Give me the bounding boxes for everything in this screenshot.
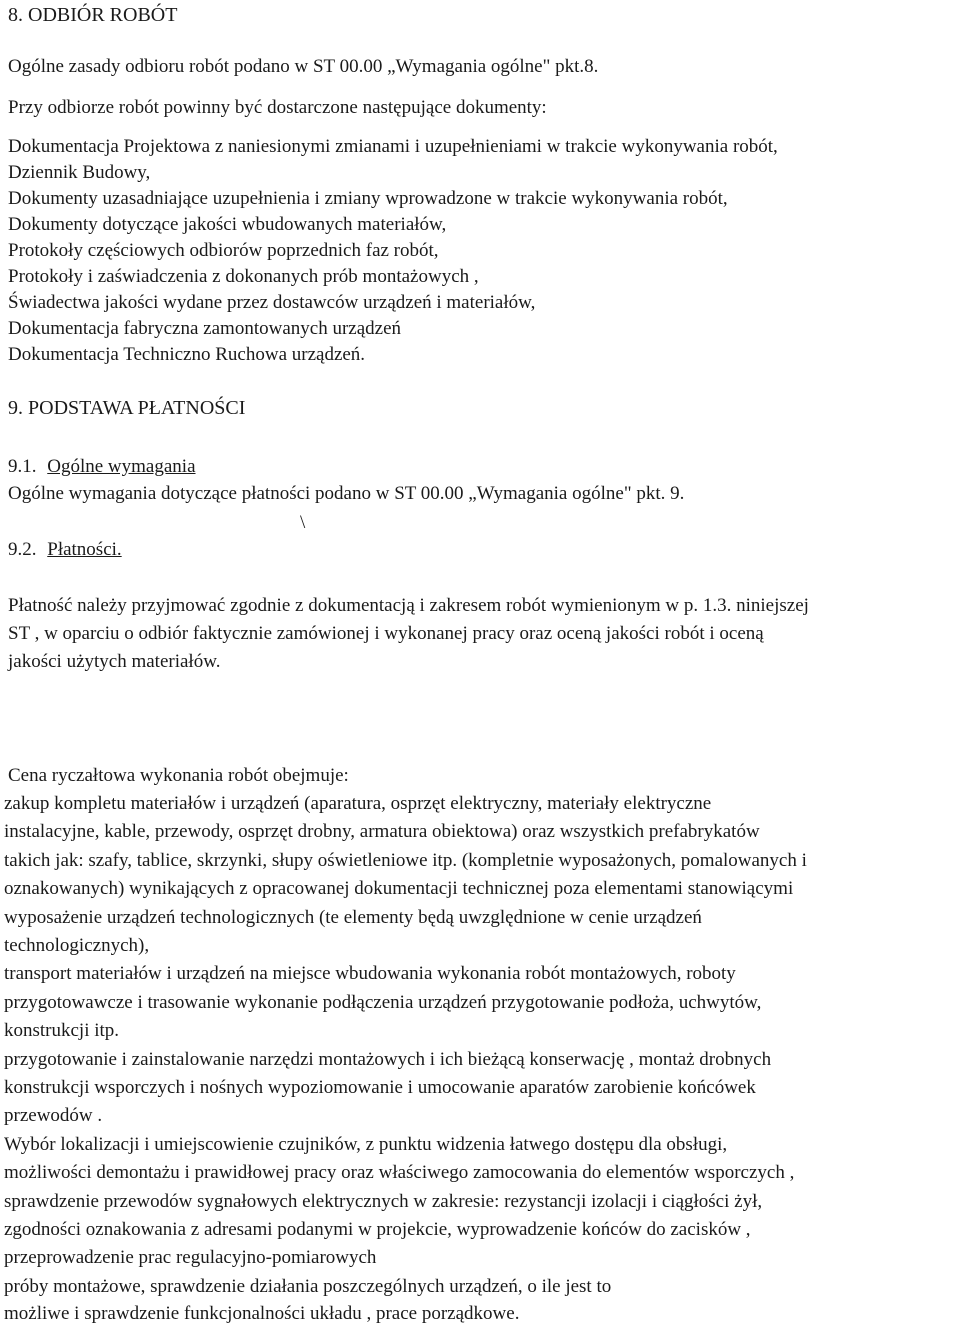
payment-text-line: Płatność należy przyjmować zgodnie z dokumentacją i zakresem robót wymienionym w p. 1.3. niniejszej — [8, 595, 809, 616]
payment-text-line: ST , w oparciu o odbiór faktycznie zamówionej i wykonanej pracy oraz oceną jakości robót i oceną — [8, 623, 764, 644]
price-text-line: przeprowadzenie prac regulacyjno-pomiarowych — [4, 1247, 377, 1268]
document-item: Dokumenty dotyczące jakości wbudowanych materiałów, — [8, 214, 447, 235]
document-item: Dziennik Budowy, — [8, 162, 151, 183]
price-text-line: oznakowanych) wynikających z opracowanej dokumentacji technicznej poza elementami stanowiącymi — [4, 878, 794, 899]
document-item: Dokumentacja Projektowa z naniesionymi zmianami i uzupełnieniami w trakcie wykonywania robót, — [8, 136, 778, 157]
document-item: Dokumenty uzasadniające uzupełnienia i zmiany wprowadzone w trakcie wykonywania robót, — [8, 188, 728, 209]
section-9-heading: 9. PODSTAWA PŁATNOŚCI — [8, 397, 246, 419]
price-text-line: instalacyjne, kable, przewody, osprzęt drobny, armatura obiektowa) oraz wszystkich prefabrykatów — [4, 821, 760, 842]
document-item: Dokumentacja Techniczno Ruchowa urządzeń. — [8, 344, 366, 365]
section-8-heading: 8. ODBIÓR ROBÓT — [8, 4, 178, 26]
section-8-intro: Ogólne zasady odbioru robót podano w ST 00.00 „Wymagania ogólne" pkt.8. — [8, 56, 599, 77]
subsection-9-1-text: Ogólne wymagania dotyczące płatności podano w ST 00.00 „Wymagania ogólne" pkt. 9. — [8, 483, 685, 504]
subsection-title: Ogólne wymagania — [47, 456, 196, 477]
price-text-line: wyposażenie urządzeń technologicznych (te elementy będą uwzględnione w cenie urządzeń — [4, 907, 702, 928]
subsection-9-2-heading — [8, 538, 122, 562]
price-text-line: możliwe i sprawdzenie funkcjonalności układu , prace porządkowe. — [4, 1303, 520, 1324]
price-text-line: technologicznych), — [4, 935, 150, 956]
price-text-line: konstrukcji wsporczych i nośnych wypoziomowanie i umocowanie aparatów zarobienie końcówek — [4, 1077, 756, 1098]
document-item: Dokumentacja fabryczna zamontowanych urządzeń — [8, 318, 401, 339]
price-heading: Cena ryczałtowa wykonania robót obejmuje: — [8, 765, 349, 786]
price-text-line: przygotowanie i zainstalowanie narzędzi montażowych i ich bieżącą konserwację , montaż drobnych — [4, 1049, 772, 1070]
documents-lead: Przy odbiorze robót powinny być dostarczone następujące dokumenty: — [8, 97, 547, 118]
document-item: Świadectwa jakości wydane przez dostawców urządzeń i materiałów, — [8, 292, 536, 313]
price-text-line: możliwości demontażu i prawidłowej pracy oraz właściwego zamocowania do elementów wsporczych , — [4, 1162, 795, 1183]
document-item: Protokoły i zaświadczenia z dokonanych prób montażowych , — [8, 266, 479, 287]
price-text-line: zakup kompletu materiałów i urządzeń (aparatura, osprzęt elektryczny, materiały elektryczne — [4, 793, 712, 814]
payment-text-line: jakości użytych materiałów. — [8, 651, 221, 672]
price-text-line: sprawdzenie przewodów sygnałowych elektrycznych w zakresie: rezystancji izolacji i ciągłości żył, — [4, 1191, 763, 1212]
subsection-9-1-heading — [8, 455, 196, 479]
price-text-line: takich jak: szafy, tablice, skrzynki, słupy oświetleniowe itp. (kompletnie wyposażonych, pomalowanych i — [4, 850, 807, 871]
price-text-line: transport materiałów i urządzeń na miejsce wbudowania wykonania robót montażowych, roboty — [4, 963, 736, 984]
subsection-title: Płatności. — [47, 539, 122, 560]
price-text-line: Wybór lokalizacji i umiejscowienie czujników, z punktu widzenia łatwego dostępu dla obsługi, — [4, 1134, 728, 1155]
document-item: Protokoły częściowych odbiorów poprzednich faz robót, — [8, 240, 439, 261]
subsection-number: 9.1. — [8, 456, 37, 477]
price-text-line: zgodności oznakowania z adresami podanymi w projekcie, wyprowadzenie końców do zacisków , — [4, 1219, 751, 1240]
price-text-line: konstrukcji itp. — [4, 1020, 120, 1041]
price-text-line: przygotowawcze i trasowanie wykonanie podłączenia urządzeń przygotowanie podłoża, uchwytów, — [4, 992, 762, 1013]
subsection-number: 9.2. — [8, 539, 37, 560]
price-text-line: przewodów . — [4, 1105, 103, 1126]
price-text-line: próby montażowe, sprawdzenie działania poszczególnych urządzeń, o ile jest to — [4, 1276, 612, 1297]
stray-mark: \ — [300, 512, 306, 533]
